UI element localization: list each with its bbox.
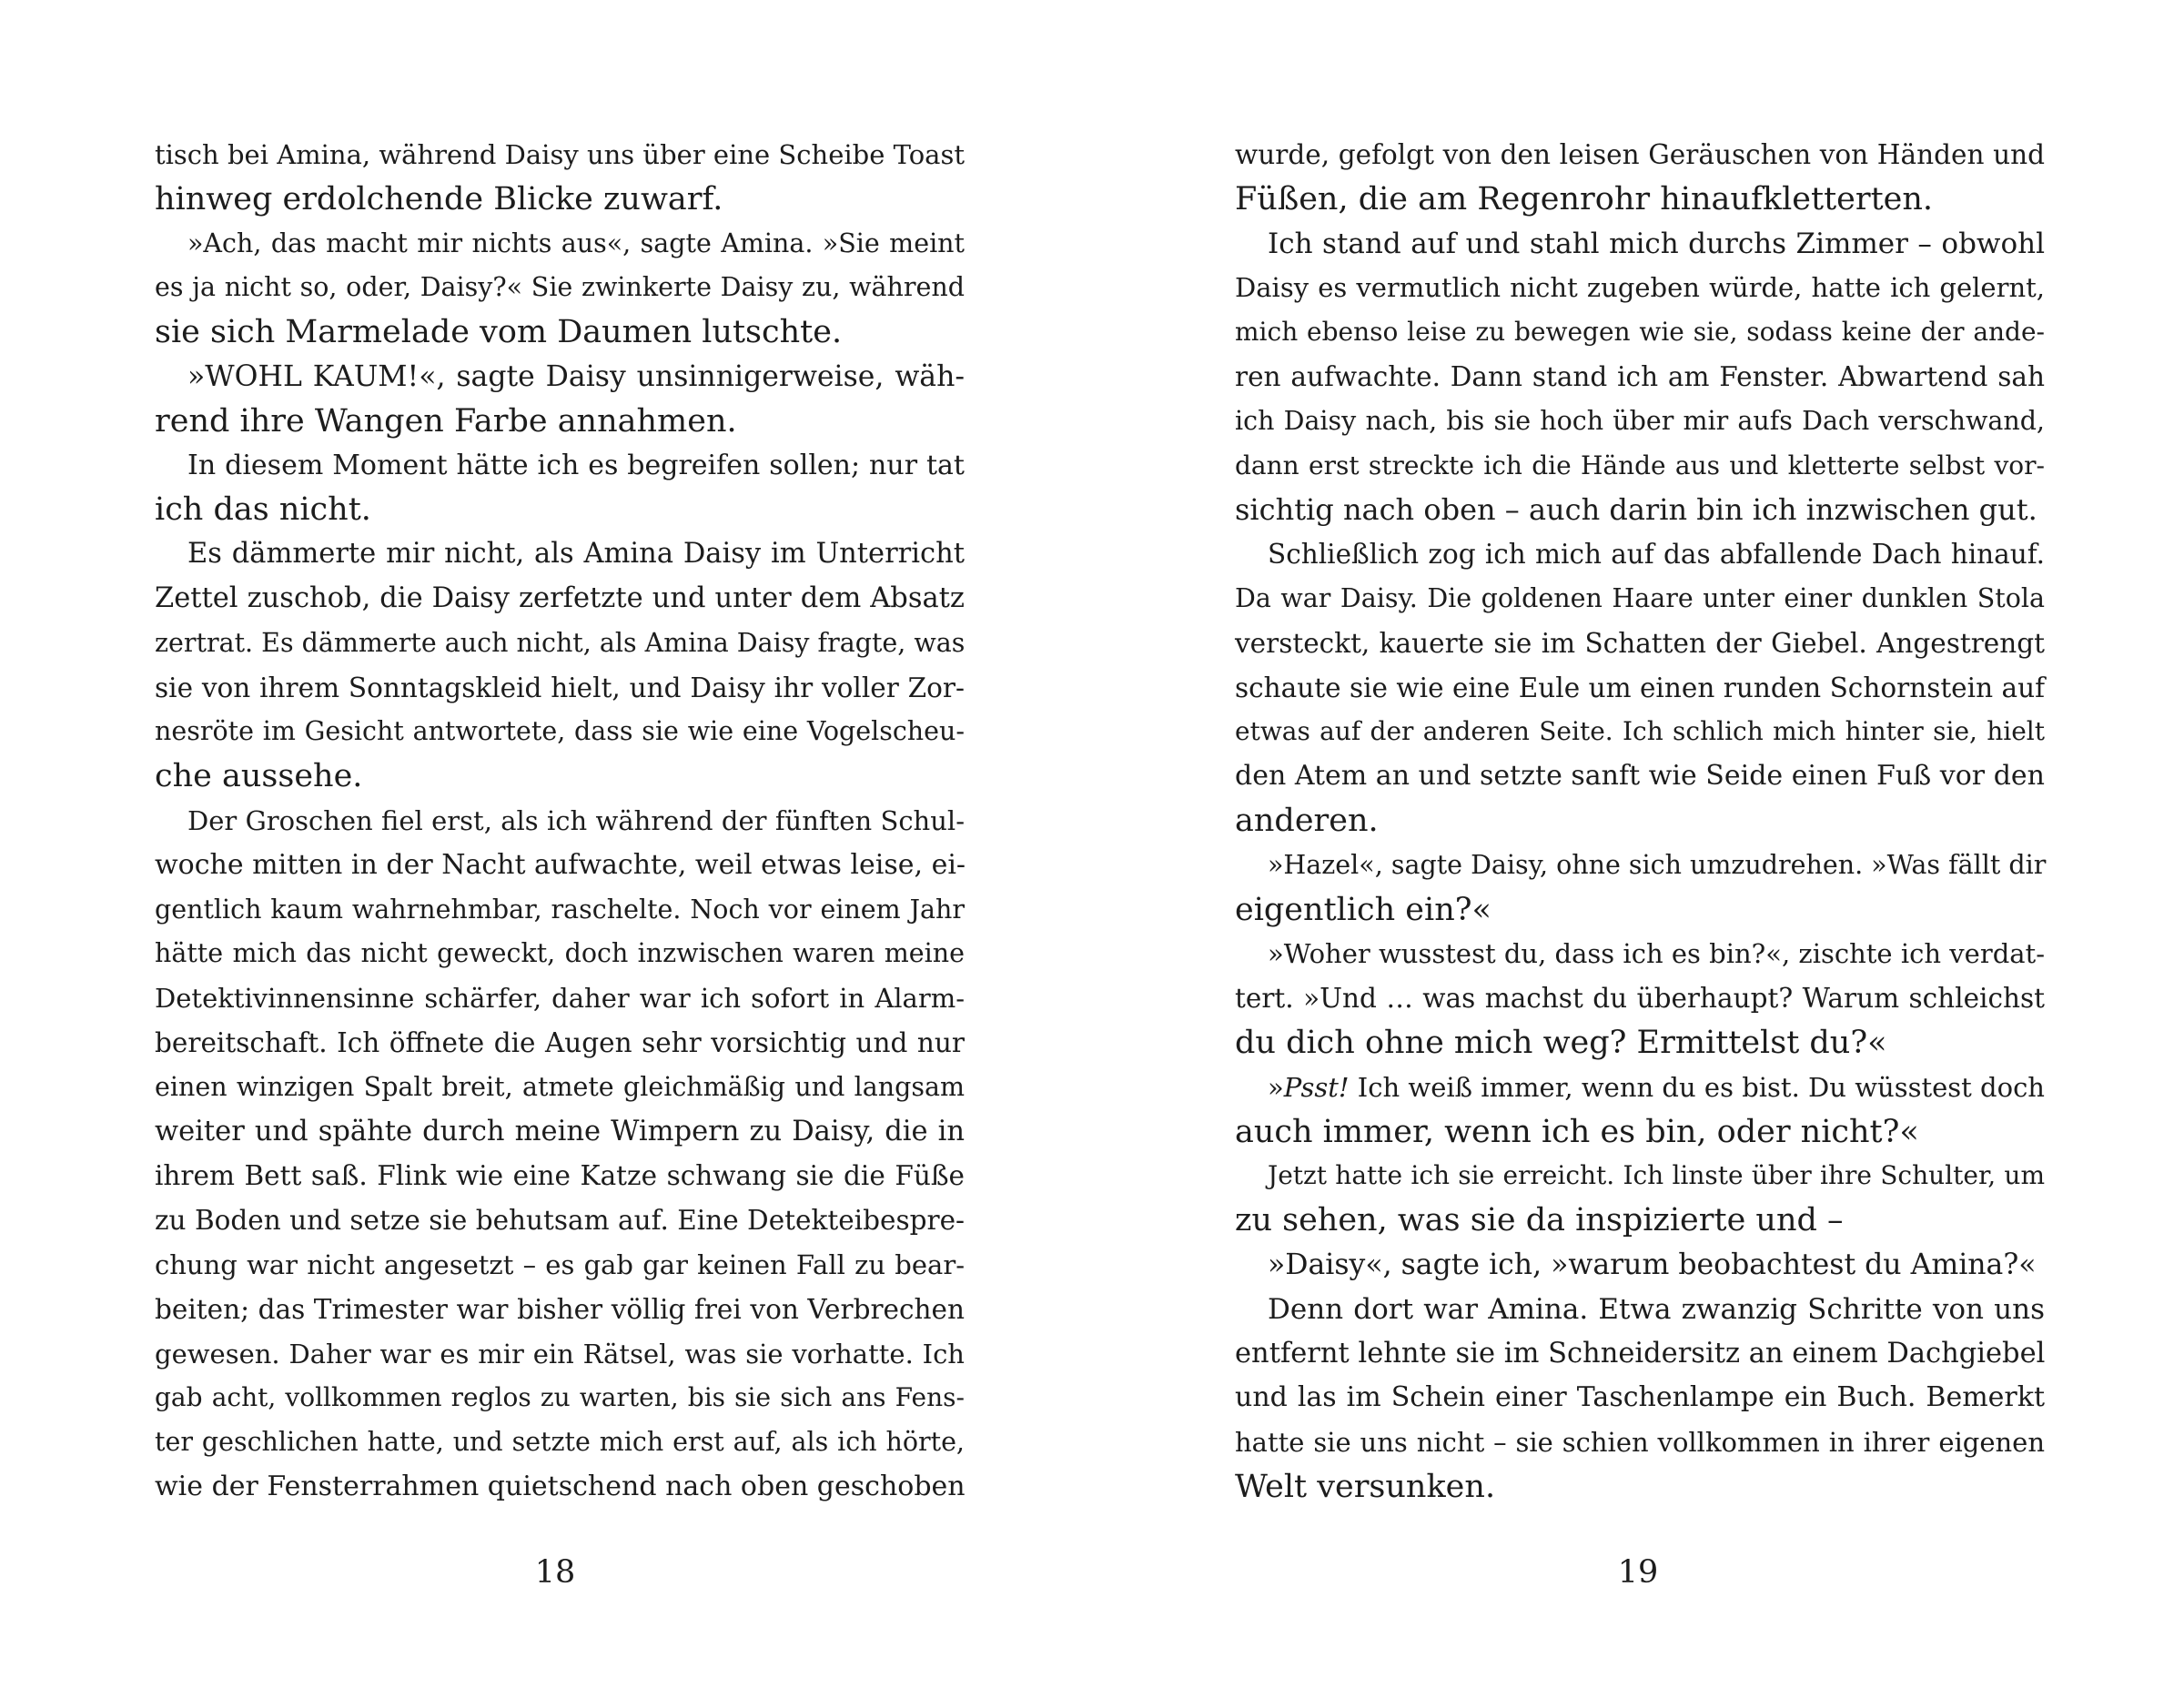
text-line: ihrem Bett saß. Flink wie eine Katze schwang sie die Füße	[155, 1160, 965, 1192]
text-line: zu Boden und setze sie behutsam auf. Eine Detekteibespre-	[155, 1205, 965, 1237]
text-line: nesröte im Gesicht antwortete, dass sie wie eine Vogelscheu-	[155, 716, 965, 747]
text-line: eigentlich ein?«	[1235, 891, 1491, 928]
text-line: wie der Fensterrahmen quietschend nach oben geschoben	[155, 1470, 966, 1502]
text-line: Denn dort war Amina. Etwa zwanzig Schritte von uns	[1268, 1292, 2045, 1326]
text-line: tisch bei Amina, während Daisy uns über eine Scheibe Toast	[155, 139, 965, 170]
text-line: du dich ohne mich weg? Ermittelst du?«	[1235, 1024, 1887, 1061]
text-line: sie sich Marmelade vom Daumen lutschte.	[155, 314, 843, 351]
right-page-text	[1235, 133, 2045, 1510]
text-line: hinweg erdolchende Blicke zuwarf.	[155, 180, 723, 217]
text-line: »Hazel«, sagte Daisy, ohne sich umzudrehen. »Was fällt dir	[1268, 849, 2047, 880]
text-line: bereitschaft. Ich öffnete die Augen sehr vorsichtig und nur	[155, 1026, 965, 1058]
text-line: ren aufwachte. Dann stand ich am Fenster. Abwartend sah	[1235, 360, 2045, 392]
page-number-left: 18	[534, 1554, 576, 1591]
text-line: zertrat. Es dämmerte auch nicht, als Amina Daisy fragte, was	[155, 627, 966, 658]
text-line: weiter und spähte durch meine Wimpern zu Daisy, die in	[155, 1115, 965, 1147]
text-line: ich das nicht.	[155, 491, 371, 529]
text-line: »Psst! Ich weiß immer, wenn du es bist. Du wüsstest doch	[1268, 1071, 2045, 1103]
text-line: »WOHL KAUM!«, sagte Daisy unsinnigerweise, wäh-	[187, 359, 965, 393]
text-line: auch immer, wenn ich es bin, oder nicht?«	[1235, 1113, 1919, 1150]
text-line: Zettel zuschob, die Daisy zerfetzte und unter dem Absatz	[155, 581, 965, 614]
text-line: hätte mich das nicht geweckt, doch inzwischen waren meine	[155, 938, 965, 969]
text-line: schaute sie wie eine Eule um einen runden Schornstein auf	[1235, 672, 2045, 703]
italic-word: Psst!	[1283, 1071, 1350, 1103]
text-line: dann erst streckte ich die Hände aus und kletterte selbst vor-	[1235, 450, 2045, 480]
text-line: entfernt lehnte sie im Schneidersitz an einem Dachgiebel	[1235, 1337, 2046, 1370]
text-line: mich ebenso leise zu bewegen wie sie, sodass keine der ande-	[1235, 317, 2045, 348]
text-line: gab acht, vollkommen reglos zu warten, bis sie sich ans Fens-	[155, 1382, 965, 1413]
text-line: Da war Daisy. Die goldenen Haare unter einer dunklen Stola	[1235, 582, 2045, 613]
text-line: »Woher wusstest du, dass ich es bin?«, zischte ich verdat-	[1268, 938, 2045, 970]
text-line: wurde, gefolgt von den leisen Geräuschen von Händen und	[1235, 139, 2045, 170]
text-line: etwas auf der anderen Seite. Ich schlich mich hinter sie, hielt	[1235, 716, 2045, 747]
text-line: Schließlich zog ich mich auf das abfallende Dach hinauf.	[1268, 539, 2045, 571]
text-line: sie von ihrem Sonntagskleid hielt, und Daisy ihr voller Zor-	[155, 672, 965, 703]
text-line: hatte sie uns nicht – sie schien vollkommen in ihrer eigenen	[1235, 1427, 2045, 1459]
text-line: Es dämmerte mir nicht, als Amina Daisy im Unterricht	[187, 538, 965, 571]
text-line: und las im Schein einer Taschenlampe ein Buch. Bemerkt	[1235, 1381, 2045, 1414]
text-line: chung war nicht angesetzt – es gab gar keinen Fall zu bear-	[155, 1248, 965, 1280]
text-line: tert. »Und … was machst du überhaupt? Warum schleichst	[1235, 983, 2045, 1015]
text-line: Daisy es vermutlich nicht zugeben würde, hatte ich gelernt,	[1235, 272, 2045, 304]
text-line: Ich stand auf und stahl mich durchs Zimmer – obwohl	[1268, 227, 2045, 260]
text-line: Jetzt hatte ich sie erreicht. Ich linste über ihre Schulter, um	[1268, 1160, 2045, 1191]
text-line: gewesen. Daher war es mir ein Rätsel, was sie vorhatte. Ich	[155, 1338, 965, 1370]
text-line: »Daisy«, sagte ich, »warum beobachtest du Amina?«	[1268, 1248, 2037, 1281]
text-line: woche mitten in der Nacht aufwachte, weil etwas leise, ei-	[155, 848, 966, 881]
text-line: versteckt, kauerte sie im Schatten der Giebel. Angestrengt	[1235, 627, 2045, 659]
text-line: gentlich kaum wahrnehmbar, raschelte. Noch vor einem Jahr	[155, 894, 965, 925]
text-line: In diesem Moment hätte ich es begreifen sollen; nur tat	[187, 449, 965, 481]
page-number-right: 19	[1617, 1554, 1659, 1591]
text-line: rend ihre Wangen Farbe annahmen.	[155, 402, 737, 440]
text-line: sichtig nach oben – auch darin bin ich inzwischen gut.	[1235, 492, 2037, 528]
text-line: zu sehen, was sie da inspizierte und –	[1235, 1202, 1844, 1239]
text-line: »Ach, das macht mir nichts aus«, sagte Amina. »Sie meint	[187, 227, 965, 258]
text-line: den Atem an und setzte sanft wie Seide einen Fuß vor den	[1235, 760, 2045, 793]
text-line: einen winzigen Spalt breit, atmete gleichmäßig und langsam	[155, 1071, 965, 1102]
left-page-text	[155, 133, 965, 1510]
text-line: es ja nicht so, oder, Daisy?« Sie zwinkerte Daisy zu, während	[155, 272, 965, 303]
text-line: Der Groschen fiel erst, als ich während der fünften Schul-	[187, 804, 965, 836]
text-line: ich Daisy nach, bis sie hoch über mir aufs Dach verschwand,	[1235, 405, 2045, 436]
text-line: Füßen, die am Regenrohr hinaufkletterten.	[1235, 180, 1934, 217]
text-line: che aussehe.	[155, 758, 363, 795]
text-line: Welt versunken.	[1235, 1468, 1496, 1505]
text-line: beiten; das Trimester war bisher völlig frei von Verbrechen	[155, 1293, 965, 1325]
text-line: Detektivinnensinne schärfer, daher war ich sofort in Alarm-	[155, 983, 965, 1015]
text-line: anderen.	[1235, 802, 1379, 839]
text-line: ter geschlichen hatte, und setzte mich erst auf, als ich hörte,	[155, 1427, 965, 1458]
